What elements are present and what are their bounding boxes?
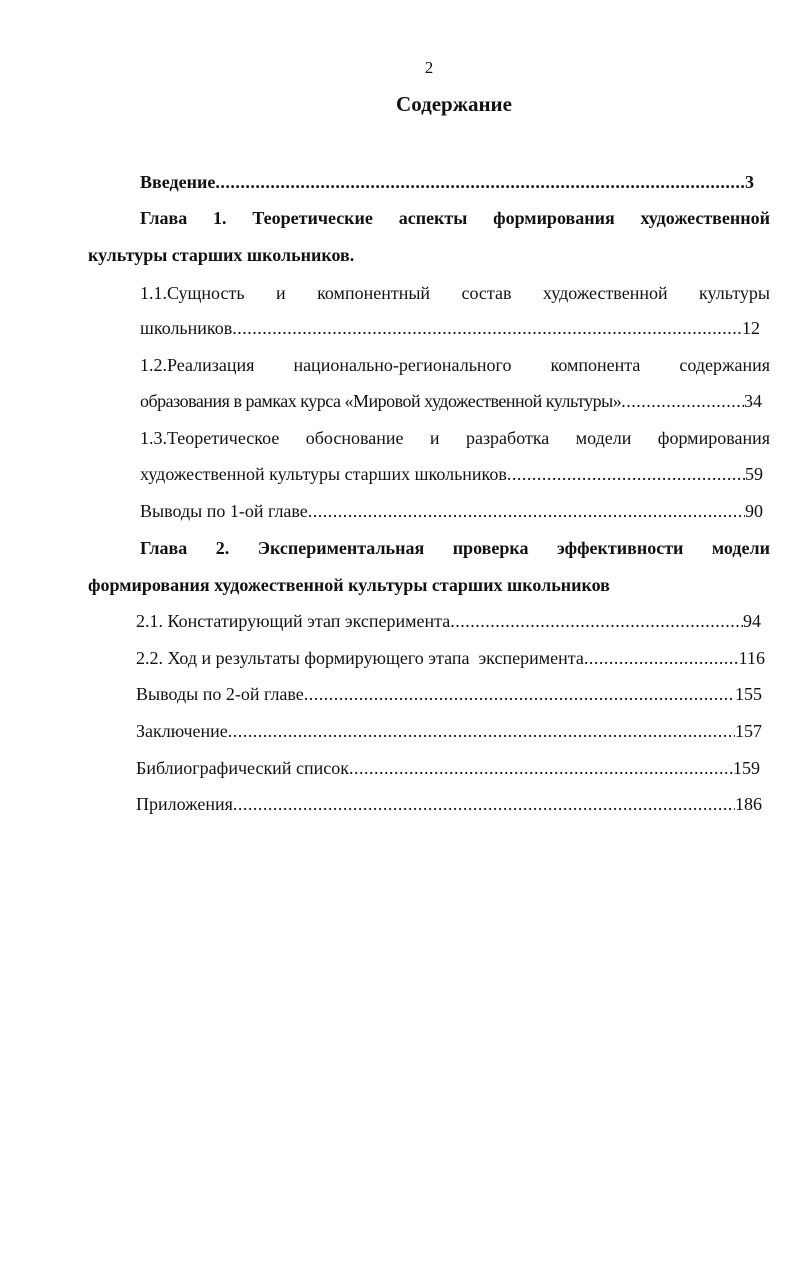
dot-leader [228, 719, 735, 743]
toc-label: художественной культуры старших школьников [140, 464, 507, 484]
toc-entry-bibliography [136, 756, 760, 780]
toc-page: 186 [735, 794, 762, 814]
word: содержания [679, 355, 770, 375]
word: 1. [213, 208, 227, 228]
toc-entry-intro [140, 170, 754, 194]
word: 1.1.Сущность [140, 283, 245, 303]
word: формирования [657, 428, 770, 448]
word: Теоретические [252, 208, 373, 228]
toc-entry-1-1 [140, 316, 760, 340]
word: компонента [550, 355, 641, 375]
chapter-1-heading-cont: культуры старших школьников. [88, 245, 355, 265]
toc-page: 116 [738, 648, 765, 668]
toc-entry-conclusions-2 [136, 682, 762, 706]
toc-label: образования в рамках курса «Мировой художественной культуры» [140, 391, 622, 411]
toc-label: Введение [140, 172, 216, 192]
toc-label: Выводы по 2-ой главе [136, 684, 304, 704]
toc-entry-2-2 [136, 646, 765, 670]
word: модели [575, 428, 632, 448]
toc-page: 155 [735, 684, 762, 704]
toc-entry-appendices [136, 792, 762, 816]
word: обоснование [305, 428, 404, 448]
word: формирования [493, 208, 615, 228]
toc-entry-conclusions-1 [140, 499, 763, 523]
dot-leader [349, 756, 733, 780]
dot-leader [507, 462, 745, 486]
toc-page: 159 [733, 758, 760, 778]
toc-page: 157 [735, 721, 762, 741]
word: Экспериментальная [257, 538, 425, 558]
dot-leader [308, 499, 745, 523]
word: эффективности [556, 538, 684, 558]
page-title: Содержание [396, 92, 512, 116]
word: художественной [542, 283, 668, 303]
toc-label: Приложения [136, 794, 233, 814]
chapter-2-heading [140, 536, 770, 560]
word: проверка [452, 538, 529, 558]
word: аспекты [398, 208, 468, 228]
word: и [276, 283, 286, 303]
dot-leader [584, 646, 739, 670]
dot-leader [232, 316, 742, 340]
word: компонентный [317, 283, 431, 303]
toc-page: 3 [745, 172, 754, 192]
word: 1.3.Теоретическое [140, 428, 280, 448]
word: Глава [140, 538, 188, 558]
toc-entry-1-2 [140, 389, 762, 413]
toc-entry-1-3 [140, 462, 763, 486]
dot-leader [215, 170, 745, 194]
toc-page: 59 [745, 464, 763, 484]
word: и [429, 428, 440, 448]
word: Глава [140, 208, 188, 228]
toc-entry-2-1 [136, 609, 761, 633]
toc-label: 2.1. Констатирующий этап эксперимента [136, 611, 451, 631]
toc-entry-1-1-line1 [140, 281, 770, 305]
word: состав [461, 283, 512, 303]
toc-label: Библиографический список [136, 758, 349, 778]
toc-entry-1-2-line1 [140, 353, 770, 377]
chapter-1-heading [140, 206, 770, 230]
word: 2. [215, 538, 230, 558]
toc-label: школьников [140, 318, 233, 338]
toc-page: 90 [745, 501, 763, 521]
dot-leader [233, 792, 735, 816]
toc-page: 12 [742, 318, 760, 338]
toc-label: Выводы по 1-ой главе [140, 501, 308, 521]
dot-leader [450, 609, 743, 633]
word: 1.2.Реализация [140, 355, 255, 375]
word: разработка [465, 428, 550, 448]
toc-entry-1-3-line1 [140, 426, 770, 450]
dot-leader [621, 389, 744, 413]
toc-page: 34 [744, 391, 762, 411]
word: национально-регионального [293, 355, 512, 375]
word: культуры [699, 283, 770, 303]
word: модели [711, 538, 770, 558]
page-number: 2 [424, 58, 434, 77]
toc-label: 2.2. Ход и результаты формирующего этапа эксперимента [136, 648, 584, 668]
toc-entry-conclusion [136, 719, 762, 743]
word: художественной [640, 208, 770, 228]
dot-leader [304, 682, 735, 706]
toc-page: 94 [743, 611, 761, 631]
chapter-2-heading-cont: формирования художественной культуры старших школьников [88, 575, 610, 595]
toc-label: Заключение [136, 721, 228, 741]
